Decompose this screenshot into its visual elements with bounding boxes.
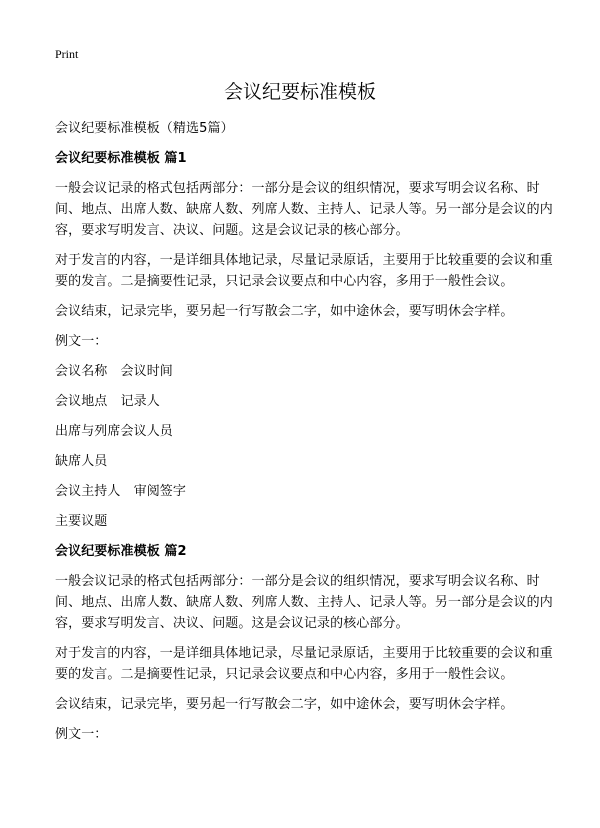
example-label: 例文一：: [55, 727, 108, 742]
document-subtitle: 会议纪要标准模板（精选5篇）: [55, 121, 234, 136]
paragraph: 对于发言的内容，一是详细具体地记录，尽量记录原话，主要用于比较重要的会议和重要的发言。二是摘要性记录，只记录会议要点和中心内容，多用于一般性会议。: [55, 253, 553, 289]
list-item: 主要议题: [55, 514, 108, 529]
print-link[interactable]: Print: [55, 47, 79, 61]
section-heading: 会议纪要标准模板 篇1: [55, 151, 187, 166]
paragraph: 一般会议记录的格式包括两部分：一部分是会议的组织情况，要求写明会议名称、时间、地点、出席人数、缺席人数、列席人数、主持人、记录人等。另一部分是会议的内容，要求写明发言、决议、问题。这是会议记录的核心部分。: [55, 574, 553, 631]
page-title: 会议纪要标准模板: [223, 81, 376, 103]
section-heading: 会议纪要标准模板 篇2: [55, 544, 187, 559]
paragraph: 会议结束，记录完毕，要另起一行写散会二字，如中途休会，要写明休会字样。: [55, 304, 514, 319]
list-item: 出席与列席会议人员: [55, 424, 173, 439]
document-body: [55, 118, 555, 754]
paragraph: 会议结束，记录完毕，要另起一行写散会二字，如中途休会，要写明休会字样。: [55, 697, 514, 712]
list-item: 会议主持人 审阅签字: [55, 484, 187, 499]
list-item: 会议地点 记录人: [55, 394, 160, 409]
paragraph: 对于发言的内容，一是详细具体地记录，尽量记录原话，主要用于比较重要的会议和重要的发言。二是摘要性记录，只记录会议要点和中心内容，多用于一般性会议。: [55, 646, 553, 682]
list-item: 会议名称 会议时间: [55, 364, 173, 379]
list-item: 缺席人员: [55, 454, 108, 469]
example-label: 例文一：: [55, 334, 108, 349]
paragraph: 一般会议记录的格式包括两部分：一部分是会议的组织情况，要求写明会议名称、时间、地点、出席人数、缺席人数、列席人数、主持人、记录人等。另一部分是会议的内容，要求写明发言、决议、问题。这是会议记录的核心部分。: [55, 181, 553, 238]
